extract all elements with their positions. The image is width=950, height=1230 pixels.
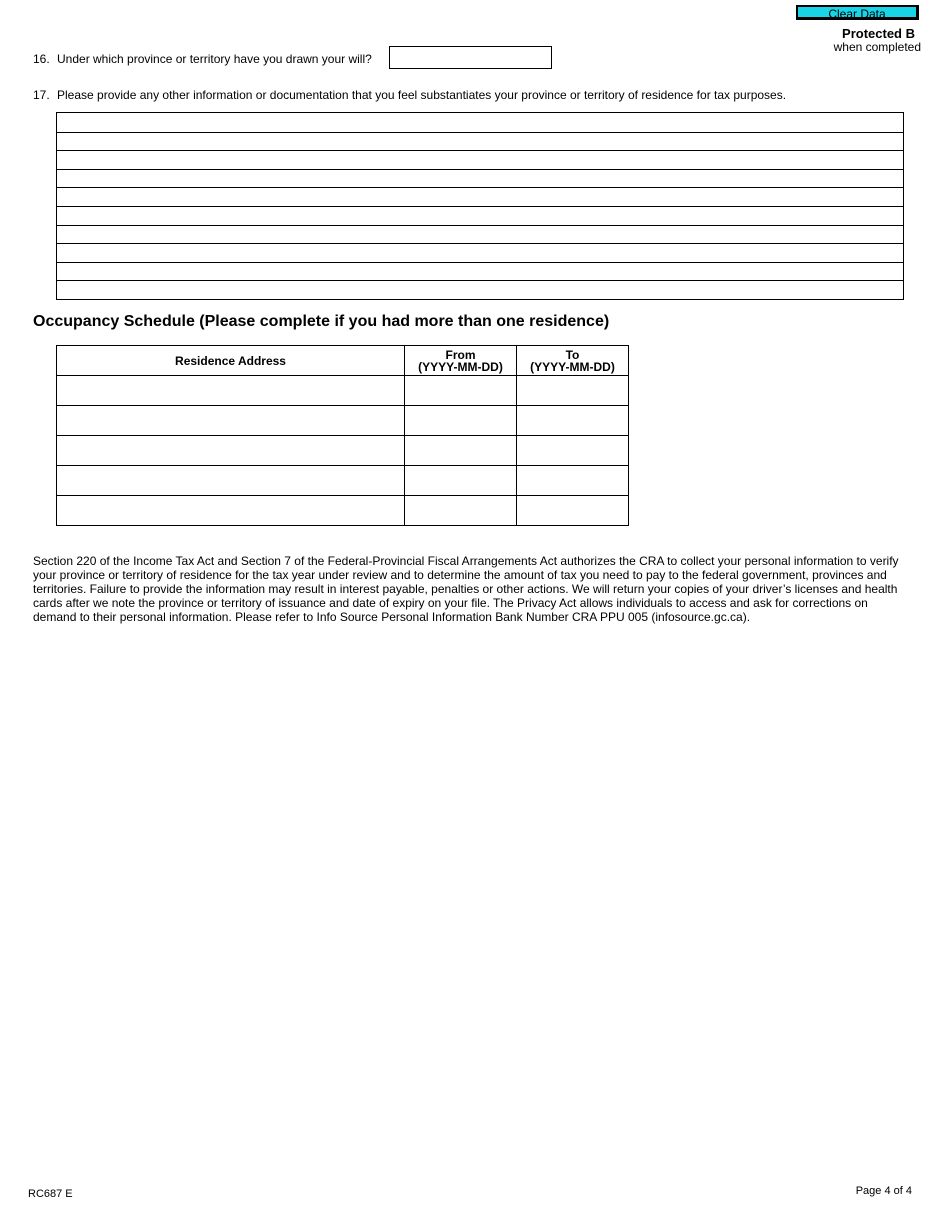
table-row xyxy=(57,406,629,436)
to-date-cell[interactable] xyxy=(517,376,629,406)
table-row xyxy=(57,496,629,526)
page-number: Page 4 of 4 xyxy=(855,1185,912,1197)
residence-address-cell[interactable] xyxy=(57,436,405,466)
additional-info-textarea[interactable] xyxy=(56,112,904,300)
from-label: From xyxy=(445,347,476,362)
to-format: (YYYY-MM-DD) xyxy=(530,359,615,374)
writing-line xyxy=(57,262,903,263)
to-date-cell[interactable] xyxy=(517,466,629,496)
table-row xyxy=(57,376,629,406)
from-date-cell[interactable] xyxy=(405,466,517,496)
to-date-cell[interactable] xyxy=(517,436,629,466)
table-row xyxy=(57,466,629,496)
from-format: (YYYY-MM-DD) xyxy=(418,359,503,374)
to-date-cell[interactable] xyxy=(517,406,629,436)
occupancy-schedule-heading: Occupancy Schedule (Please complete if you had more than one residence) xyxy=(33,313,610,330)
residence-address-cell[interactable] xyxy=(57,406,405,436)
table-row xyxy=(57,436,629,466)
writing-line xyxy=(57,169,903,170)
privacy-statement: Section 220 of the Income Tax Act and Section 7 of the Federal-Provincial Fiscal Arrangements Act authorizes the CRA to collect your personal information to verify your province or territory of residence for the tax year under review and to determine the amount of tax you need to pay to the federal government, provinces and territories. Failure to provide the information may result in interest payable, penalties or other actions. We will return your copies of your driver’s licenses and health cards after we note the province or territory of issuance and date of expiry on your file. The Privacy Act allows individuals to access and ask for corrections on demand to their personal information. Please refer to Info Source Personal Information Bank Number CRA PPU 005 (infosource.gc.ca). xyxy=(33,554,899,624)
writing-line xyxy=(57,187,903,188)
residence-address-cell[interactable] xyxy=(57,496,405,526)
to-date-header xyxy=(517,346,629,376)
clear-data-button[interactable]: Clear Data xyxy=(796,5,919,20)
form-identifier: RC687 E xyxy=(28,1188,73,1200)
protection-level: Protected B xyxy=(842,26,915,41)
writing-line xyxy=(57,132,903,133)
from-date-cell[interactable] xyxy=(405,376,517,406)
protection-note: when completed xyxy=(833,40,921,54)
occupancy-table xyxy=(56,345,629,526)
residence-address-cell[interactable] xyxy=(57,466,405,496)
writing-line xyxy=(57,243,903,244)
will-province-input[interactable] xyxy=(389,46,552,69)
from-date-cell[interactable] xyxy=(405,496,517,526)
writing-line xyxy=(57,225,903,226)
from-date-header xyxy=(405,346,517,376)
from-date-cell[interactable] xyxy=(405,436,517,466)
residence-address-cell[interactable] xyxy=(57,376,405,406)
question-17-number: 17. xyxy=(33,88,50,102)
writing-line xyxy=(57,280,903,281)
question-17-text: Please provide any other information or documentation that you feel substantiates your province or territory of residence for tax purposes. xyxy=(57,88,787,102)
residence-address-header: Residence Address xyxy=(57,346,405,376)
to-label: To xyxy=(565,347,580,362)
to-date-cell[interactable] xyxy=(517,496,629,526)
question-16-text: Under which province or territory have you drawn your will? xyxy=(57,52,372,66)
writing-line xyxy=(57,150,903,151)
from-date-cell[interactable] xyxy=(405,406,517,436)
question-16-number: 16. xyxy=(33,52,50,66)
writing-line xyxy=(57,206,903,207)
